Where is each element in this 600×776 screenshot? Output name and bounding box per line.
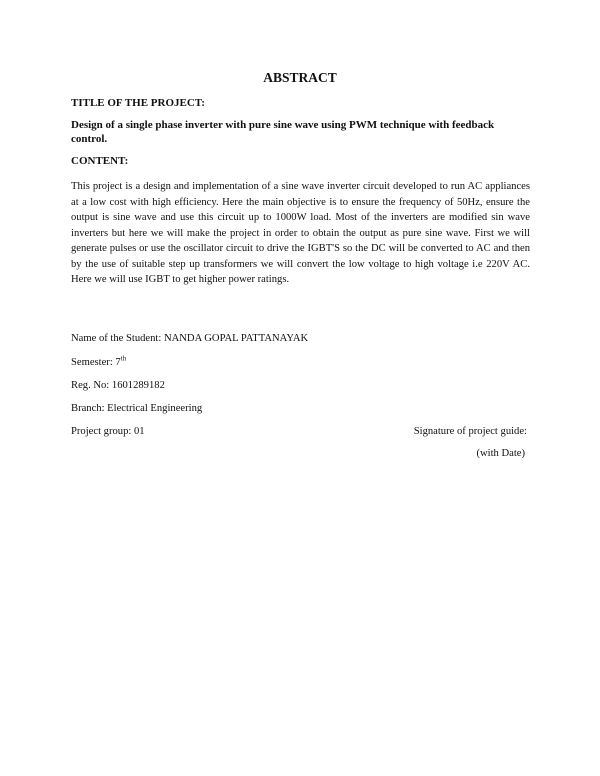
signature-label: Signature of project guide: bbox=[413, 426, 527, 437]
semester bbox=[71, 354, 127, 368]
content-section-label: CONTENT: bbox=[71, 155, 129, 167]
student-name: Name of the Student: NANDA GOPAL PATTANAYAK bbox=[71, 333, 309, 344]
semester-value: Semester: 7 bbox=[71, 357, 121, 368]
registration-number: Reg. No: 1601289182 bbox=[71, 380, 165, 391]
content-paragraph: This project is a design and implementation of a sine wave inverter circuit developed to run AC appliances at a low cost with high efficiency. Here the main objective is to ensure the frequency of 50Hz, ensure the output is sine wave and use this circuit up to 1000W load. Most of the inverters are modified sin wave inverters but here we will make the project in order to obtain the output as pure sine wave. First we will generate pulses or use the oscillator circuit to drive the IGBT'S so the DC will be converted to AC and then by the use of suitable step up transformers we will convert the low voltage to high voltage i.e 220V AC. Here we will use IGBT to get higher power ratings. bbox=[71, 181, 530, 285]
abstract-heading: ABSTRACT bbox=[263, 70, 337, 85]
signature-date-note: (with Date) bbox=[476, 448, 525, 459]
title-section-label: TITLE OF THE PROJECT: bbox=[71, 97, 205, 109]
project-title: Design of a single phase inverter with pure sine wave using PWM technique with feedback control. bbox=[71, 119, 495, 145]
semester-ordinal: th bbox=[120, 354, 127, 363]
project-group: Project group: 01 bbox=[71, 426, 145, 437]
branch: Branch: Electrical Engineering bbox=[71, 403, 203, 414]
